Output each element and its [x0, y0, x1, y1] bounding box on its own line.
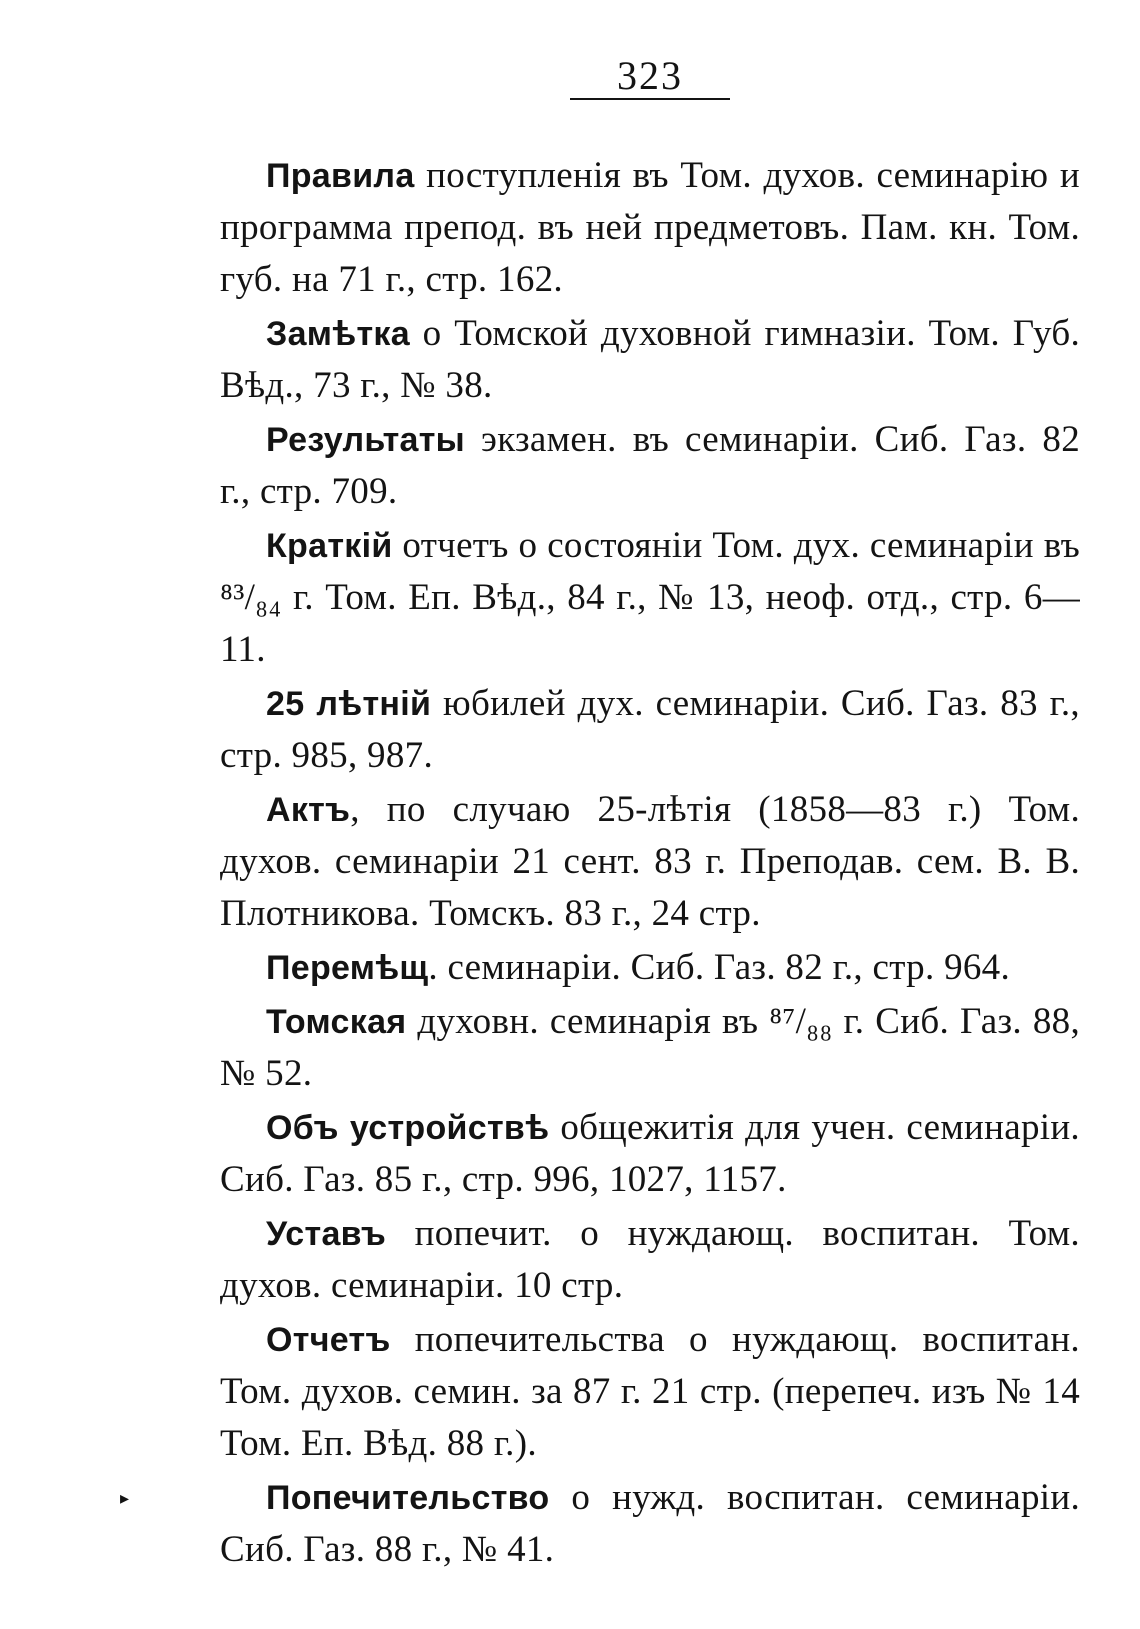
bibliography-entry [220, 1472, 1080, 1576]
entry-text: , по случаю 25-лѣтія (1858—83 г.) Том. духов. семинаріи 21 сент. 83 г. Преподав. сем. В. В. Плотникова. Томскъ. 83 г., 24 стр. [220, 789, 1080, 934]
entry-text: . семинаріи. Сиб. Газ. 82 г., стр. 964. [428, 947, 1011, 988]
entry-text: попечительства о нуждающ. воспитан. Том. духов. семин. за 87 г. 21 стр. (перепеч. изъ № 14 Том. Еп. Вѣд. 88 г.). [220, 1319, 1080, 1464]
bibliography-entry [220, 414, 1080, 518]
entry-text: экзамен. въ семинаріи. Сиб. Газ. 82 г., стр. 709. [220, 419, 1080, 512]
bibliography-entry [220, 678, 1080, 782]
bibliography-list [220, 150, 1080, 1578]
page-number: 323 [617, 53, 683, 98]
entry-lead: Уставъ [266, 1215, 387, 1253]
entry-lead: Краткій [266, 527, 393, 565]
bibliography-entry [220, 1102, 1080, 1206]
entry-text: поступленія въ Том. духов. семинарію и программа препод. въ ней предметовъ. Пам. кн. Том. губ. на 71 г., стр. 162. [220, 155, 1080, 300]
entry-text: о нужд. воспитан. семинаріи. Сиб. Газ. 88 г., № 41. [220, 1477, 1080, 1570]
entry-lead: Попечительство [266, 1479, 550, 1517]
bibliography-entry [220, 1314, 1080, 1470]
entry-text: общежитія для учен. семинаріи. Сиб. Газ. 85 г., стр. 996, 1027, 1157. [220, 1107, 1080, 1200]
header-rule [570, 98, 730, 100]
entry-text: попечит. о нуждающ. воспитан. Том. духов. семинаріи. 10 стр. [220, 1213, 1080, 1306]
bibliography-entry [220, 1208, 1080, 1312]
printer-mark-icon: ▸ [120, 1488, 130, 1509]
bibliography-entry [220, 308, 1080, 412]
entry-lead: Правила [266, 157, 415, 195]
bibliography-entry [220, 942, 1080, 994]
entry-text: юбилей дух. семинаріи. Сиб. Газ. 83 г., стр. 985, 987. [220, 683, 1080, 776]
entry-lead: Томская [266, 1003, 407, 1041]
entry-lead: Замѣтка [266, 315, 410, 353]
bibliography-entry [220, 996, 1080, 1100]
bibliography-entry [220, 150, 1080, 306]
entry-text: о Томской духовной гимназіи. Том. Губ. Вѣд., 73 г., № 38. [220, 313, 1080, 406]
entry-lead: Результаты [266, 421, 466, 459]
bibliography-entry [220, 784, 1080, 940]
entry-lead: Актъ [266, 791, 351, 829]
entry-lead: 25 лѣтній [266, 685, 432, 723]
entry-lead: Отчетъ [266, 1321, 391, 1359]
entry-text: отчетъ о состояніи Том. дух. семинаріи въ ⁸³/₈₄ г. Том. Еп. Вѣд., 84 г., № 13, неоф. отд., стр. 6—11. [220, 525, 1080, 670]
entry-lead: Перемѣщ [266, 949, 429, 987]
entry-lead: Объ устройствѣ [266, 1109, 550, 1147]
bibliography-entry [220, 520, 1080, 676]
entry-text: духовн. семинарія въ ⁸⁷/₈₈ г. Сиб. Газ. 88, № 52. [220, 1001, 1080, 1094]
